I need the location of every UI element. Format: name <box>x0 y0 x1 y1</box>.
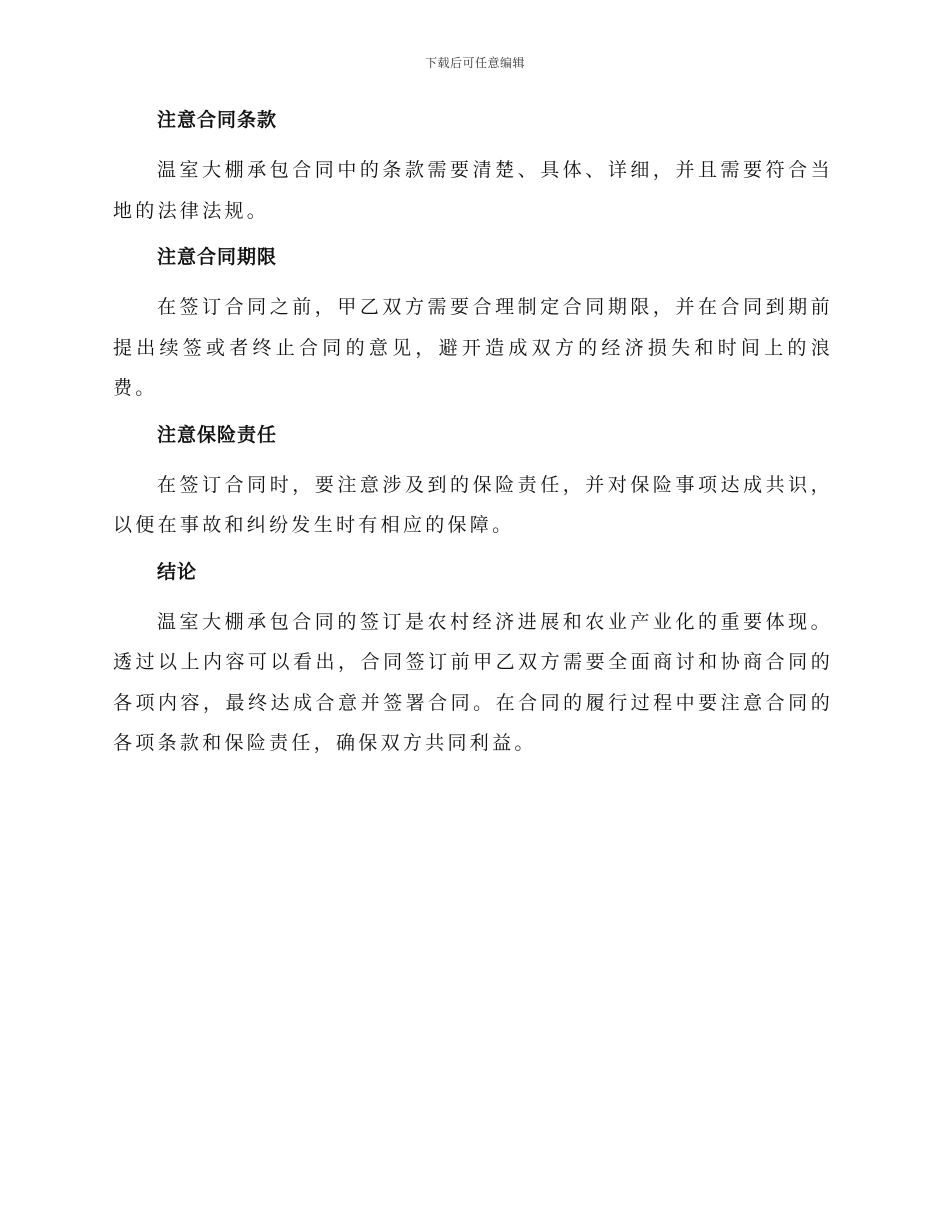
section-conclusion <box>113 560 833 764</box>
section-heading: 注意保险责任 <box>157 423 278 446</box>
section-heading: 注意合同条款 <box>157 109 278 131</box>
section-insurance-liability <box>113 423 833 546</box>
section-paragraph: 温室大棚承包合同的签订是农村经济进展和农业产业化的重要体现。透过以上内容可以看出，合同签订前甲乙双方需要全面商讨和协商合同的各项内容，最终达成合意并签署合同。在合同的履行过程中要注意合同的各项条款和保险责任，确保双方共同利益。 <box>113 610 833 754</box>
page-header: 下载后可任意编辑 <box>424 56 525 70</box>
section-contract-terms <box>113 108 833 231</box>
section-heading: 注意合同期限 <box>157 246 278 268</box>
section-paragraph: 在签订合同之前，甲乙双方需要合理制定合同期限，并在合同到期前提出续签或者终止合同的意见，避开造成双方的经济损失和时间上的浪费。 <box>113 296 833 399</box>
document-body <box>113 108 833 778</box>
section-heading: 结论 <box>157 560 198 583</box>
section-paragraph: 在签订合同时，要注意涉及到的保险责任，并对保险事项达成共识，以便在事故和纠纷发生时有相应的保障。 <box>113 473 833 536</box>
section-contract-period <box>113 245 833 409</box>
section-paragraph: 温室大棚承包合同中的条款需要清楚、具体、详细，并且需要符合当地的法律法规。 <box>113 159 833 222</box>
